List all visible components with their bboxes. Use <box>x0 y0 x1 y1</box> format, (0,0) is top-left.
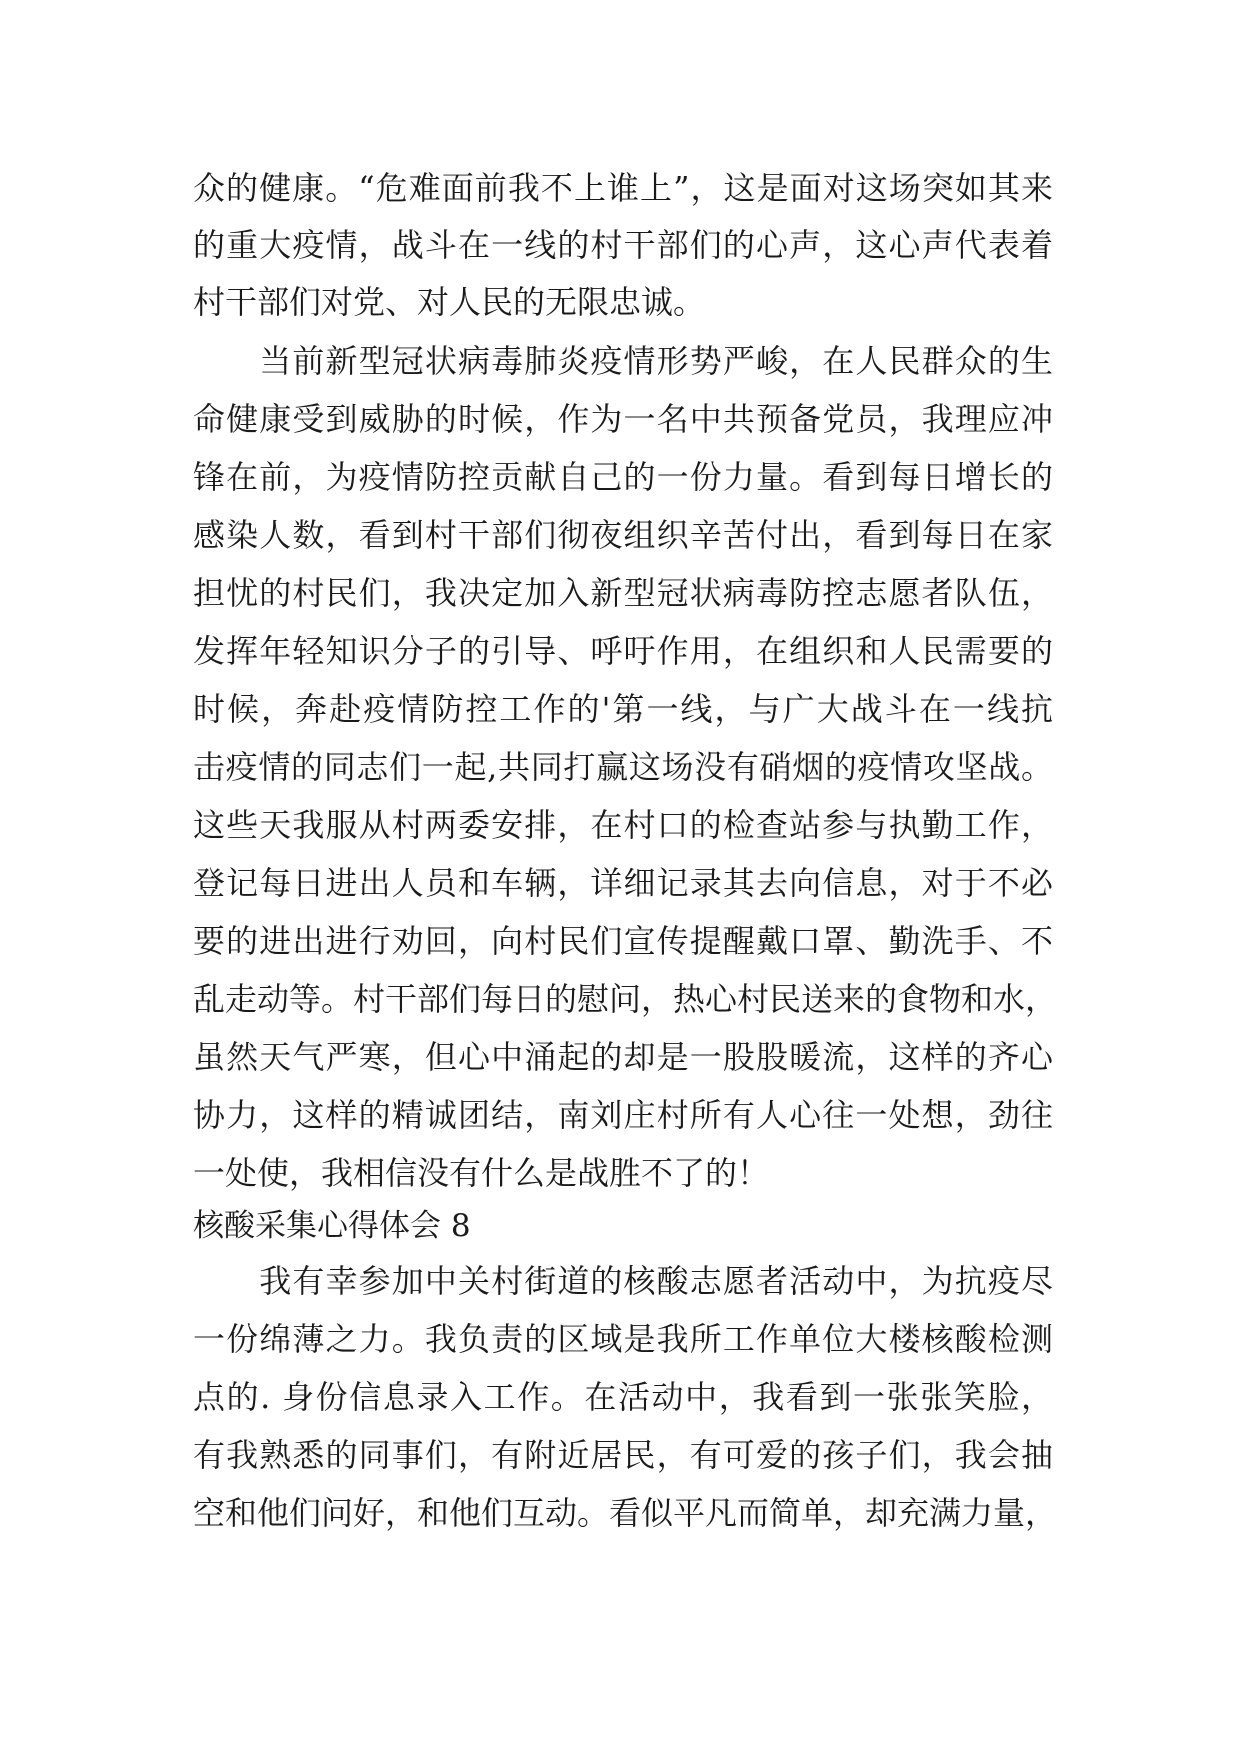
section-heading: 核酸采集心得体会 8 <box>193 1208 471 1244</box>
text-line: 一处使，我相信没有什么是战胜不了的！ <box>193 1154 770 1192</box>
text-line: 击疫情的同志们一起,共同打赢这场没有硝烟的疫情攻坚战。 <box>193 748 1053 786</box>
text-line: 发挥年轻知识分子的引导、呼吁作用，在组织和人民需要的 <box>193 632 1053 670</box>
text-line: 空和他们问好，和他们互动。看似平凡而简单，却充满力量， <box>193 1494 1058 1532</box>
text-line: 有我熟悉的同事们，有附近居民，有可爱的孩子们，我会抽 <box>193 1436 1053 1474</box>
text-line: 乱走动等。村干部们每日的慰问，热心村民送来的食物和水， <box>193 980 1058 1018</box>
text-line: 当前新型冠状病毒肺炎疫情形势严峻，在人民群众的生 <box>193 342 1053 380</box>
text-line: 担忧的村民们，我决定加入新型冠状病毒防控志愿者队伍， <box>193 574 1053 612</box>
text-line: 众的健康。“危难面前我不上谁上”，这是面对这场突如其来 <box>193 169 1053 207</box>
text-line: 村干部们对党、对人民的无限忠诚。 <box>193 283 706 321</box>
text-line: 这些天我服从村两委安排，在村口的检查站参与执勤工作， <box>193 806 1053 844</box>
text-line: 的重大疫情，战斗在一线的村干部们的心声，这心声代表着 <box>193 226 1053 264</box>
text-line: 我有幸参加中关村街道的核酸志愿者活动中，为抗疫尽 <box>193 1262 1053 1300</box>
text-line: 虽然天气严寒，但心中涌起的却是一股股暖流，这样的齐心 <box>193 1038 1053 1076</box>
text-line: 点的. 身份信息录入工作。在活动中，我看到一张张笑脸， <box>193 1378 1053 1416</box>
text-line: 时候，奔赴疫情防控工作的'第一线，与广大战斗在一线抗 <box>193 690 1053 728</box>
text-line: 一份绵薄之力。我负责的区域是我所工作单位大楼核酸检测 <box>193 1320 1053 1358</box>
text-line: 命健康受到威胁的时候，作为一名中共预备党员，我理应冲 <box>193 400 1053 438</box>
text-line: 锋在前，为疫情防控贡献自己的一份力量。看到每日增长的 <box>193 458 1053 496</box>
text-line: 感染人数，看到村干部们彻夜组织辛苦付出，看到每日在家 <box>193 516 1053 554</box>
text-line: 登记每日进出人员和车辆，详细记录其去向信息，对于不必 <box>193 864 1053 902</box>
text-line: 协力，这样的精诚团结，南刘庄村所有人心往一处想，劲往 <box>193 1096 1053 1134</box>
text-line: 要的进出进行劝回，向村民们宣传提醒戴口罩、勤洗手、不 <box>193 922 1053 960</box>
